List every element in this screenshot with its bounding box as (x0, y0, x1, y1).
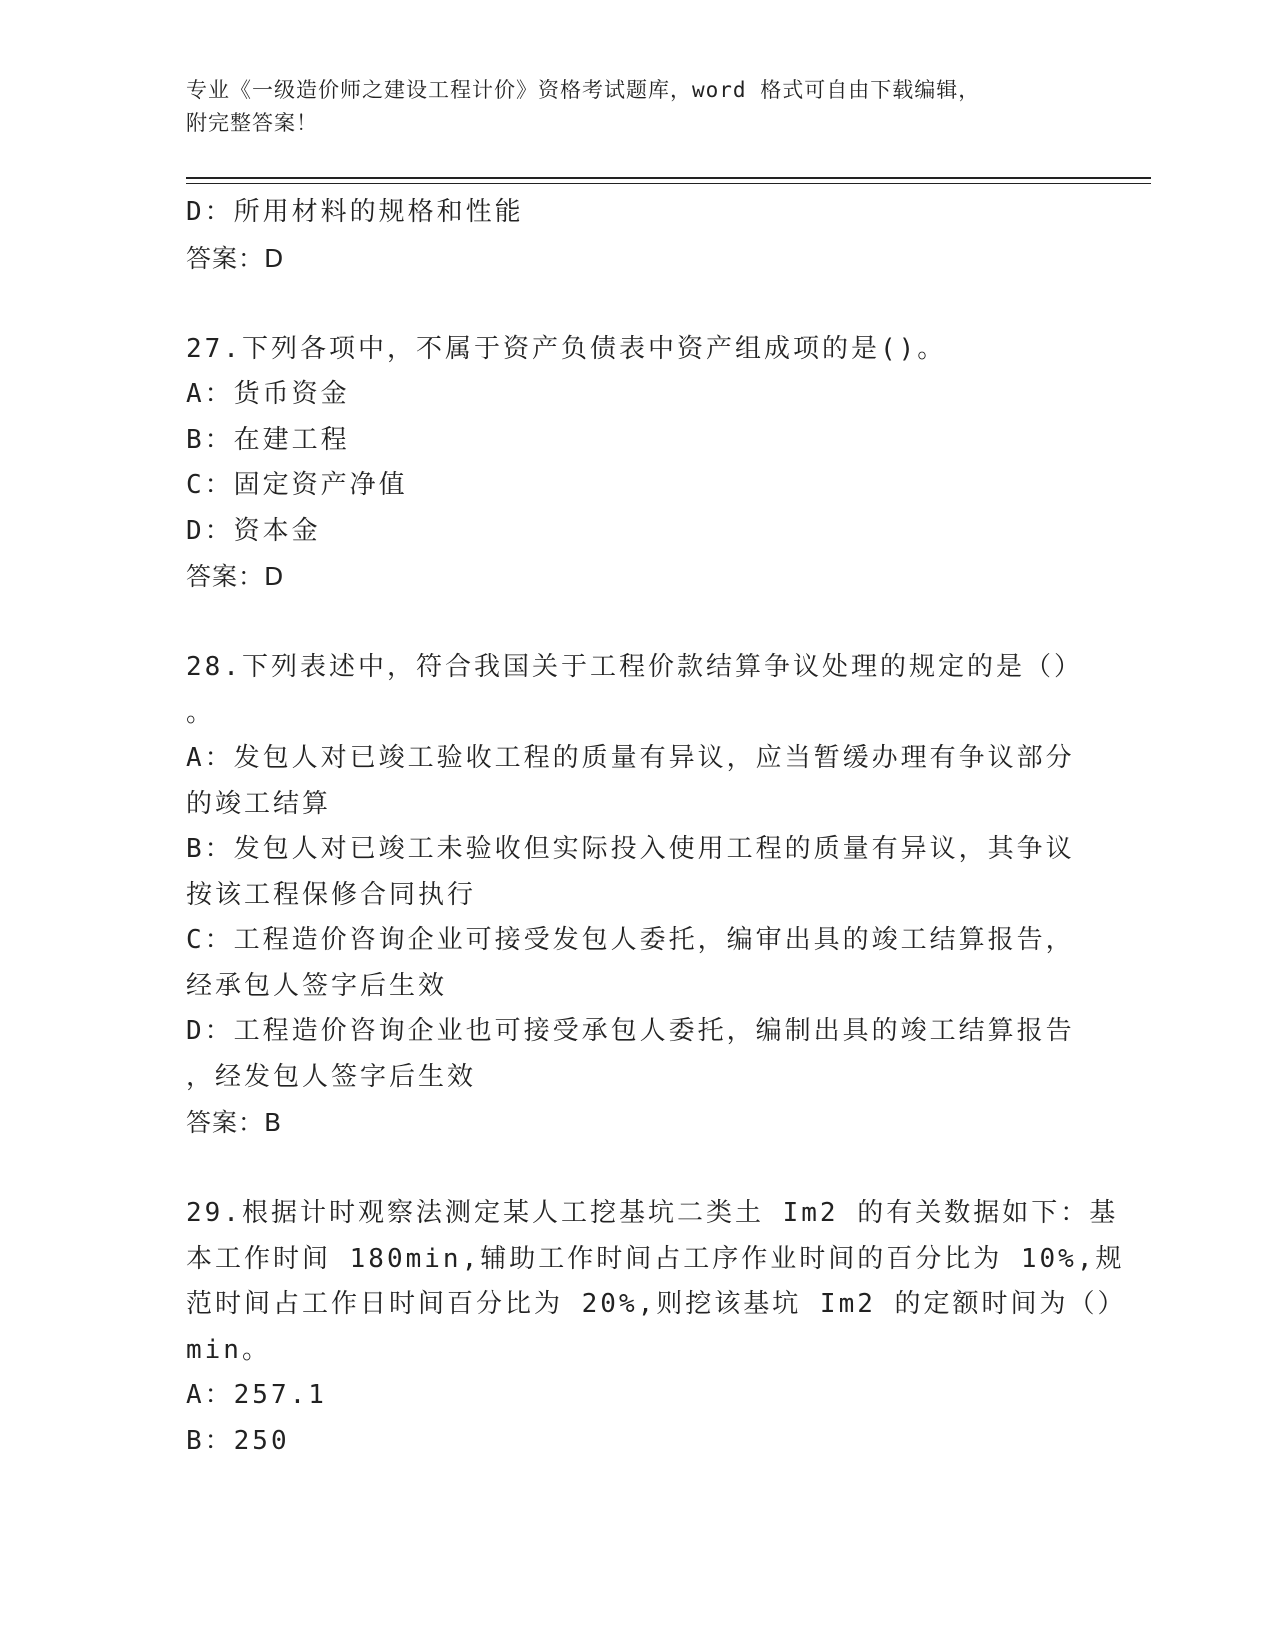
question-stem-line-4: min。 (186, 1334, 271, 1365)
option-c: C：固定资产净值 (186, 470, 408, 500)
page-header (186, 74, 1086, 140)
option-c-line-1: C：工程造价咨询企业可接受发包人委托，编审出具的竣工结算报告， (186, 925, 1075, 955)
answer: 答案：D (186, 562, 285, 591)
header-line-1: 专业《一级造价师之建设工程计价》资格考试题库，word 格式可自由下载编辑， (186, 78, 981, 102)
spacer (186, 600, 1086, 646)
option-d: D：所用材料的规格和性能 (186, 197, 524, 227)
option-b: B：在建工程 (186, 424, 350, 455)
option-d-line-2: ，经发包人签字后生效 (186, 1061, 477, 1092)
option-a: A：货币资金 (186, 379, 350, 409)
spacer (186, 281, 1086, 327)
question-26-tail (186, 190, 1086, 281)
question-29 (186, 1191, 1127, 1464)
answer: 答案：B (186, 1108, 283, 1137)
answer: 答案：D (186, 243, 285, 273)
option-a-line-1: A：发包人对已竣工验收工程的质量有异议，应当暂缓办理有争议部分 (186, 743, 1075, 773)
option-b: B：250 (186, 1425, 290, 1456)
option-d-line-1: D：工程造价咨询企业也可接受承包人委托，编制出具的竣工结算报告 (186, 1016, 1075, 1046)
header-rule-thin (186, 183, 1151, 184)
question-stem-line-2: 。 (186, 697, 216, 728)
question-stem-line-3: 范时间占工作日时间百分比为 20%,则挖该基坑 Im2 的定额时间为（） (186, 1289, 1127, 1319)
option-c-line-2: 经承包人签字后生效 (186, 970, 448, 1001)
header-rule-thick (186, 177, 1151, 179)
option-b-line-1: B：发包人对已竣工未验收但实际投入使用工程的质量有异议，其争议 (186, 834, 1075, 864)
question-stem-line-1: 29.根据计时观察法测定某人工挖基坑二类土 Im2 的有关数据如下：基 (186, 1198, 1119, 1228)
option-b-line-2: 按该工程保修合同执行 (186, 879, 477, 910)
option-a: A：257.1 (186, 1380, 327, 1410)
option-d: D：资本金 (186, 515, 321, 546)
question-stem-line-2: 本工作时间 180min,辅助工作时间占工序作业时间的百分比为 10%,规 (186, 1243, 1125, 1274)
spacer (186, 1146, 1086, 1192)
question-28 (186, 645, 1086, 1146)
question-content (186, 190, 1127, 1464)
header-line-2: 附完整答案！ (186, 111, 318, 135)
question-stem-line-1: 28.下列表述中，符合我国关于工程价款结算争议处理的规定的是（） (186, 652, 1083, 682)
question-27 (186, 327, 1086, 600)
option-a-line-2: 的竣工结算 (186, 788, 332, 819)
question-stem: 27.下列各项中，不属于资产负债表中资产组成项的是()。 (186, 333, 947, 364)
